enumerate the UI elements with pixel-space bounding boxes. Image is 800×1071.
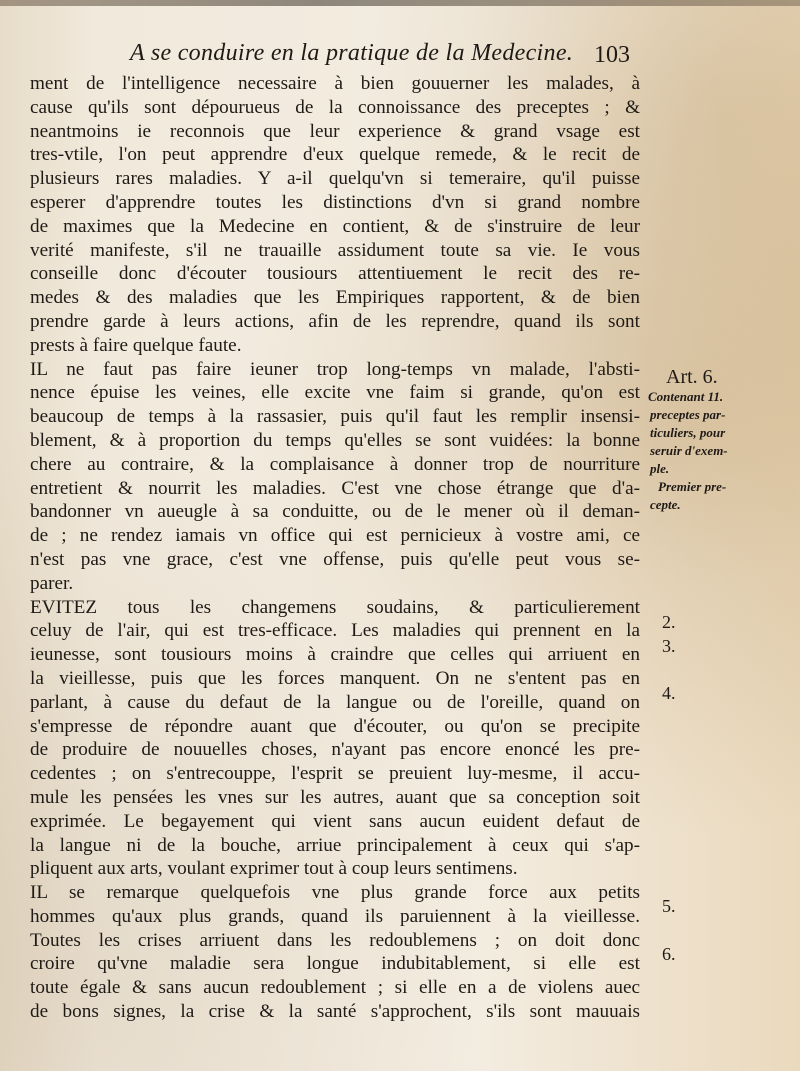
text-line: conseille donc d'écouter tousiours attentiuement le recit des re- <box>30 263 640 285</box>
text-line: blement, & à proportion du temps qu'elles se sont vuidées: la bonne <box>30 429 640 451</box>
text-line: entretient & nourrit les maladies. C'est vne chose étrange que d'a- <box>30 477 640 499</box>
margin-number: 6. <box>662 944 676 964</box>
text-line: esperer d'apprendre toutes les distinctions d'vn si grand nombre <box>30 191 640 213</box>
margin-note: Premier pre- <box>658 479 727 494</box>
margin-note: cepte. <box>650 497 681 512</box>
text-line: ieunesse, sont tousiours moins à craindre que celles qui arriuent en <box>30 644 640 666</box>
text-line: s'empresse de répondre auant que d'écouter, ou qu'on se precipite <box>30 715 640 737</box>
text-line: cedentes ; on s'entrecouppe, l'esprit se preuient luy-mesme, il accu- <box>30 763 640 785</box>
text-line: la langue ni de la bouche, arriue principalement à ceux qui s'ap- <box>30 834 640 856</box>
text-line: EVITEZ tous les changemens soudains, & particulierement <box>30 596 640 618</box>
text-line: neantmoins ie reconnois que leur experience & grand vsage est <box>30 120 640 142</box>
text-line: celuy de l'air, qui est tres-efficace. Les maladies qui prennent en la <box>30 620 640 642</box>
margin-note: preceptes par- <box>650 407 726 422</box>
margin-note: ple. <box>650 461 670 476</box>
text-line: Toutes les crises arriuent dans les redoublemens ; on doit donc <box>30 929 640 951</box>
text-line: la vieillesse, puis que les forces manquent. On ne s'entent pas en <box>30 667 640 689</box>
text-line: ment de l'intelligence necessaire à bien gouuerner les malades, à <box>30 73 640 94</box>
page-number: 103 <box>594 42 630 68</box>
margin-number: 4. <box>662 683 676 703</box>
text-line: prendre garde à leurs actions, afin de les reprendre, quand ils sont <box>30 310 640 332</box>
text-line: de bons signes, la crise & la santé s'approchent, s'ils sont mauuais <box>30 1001 640 1023</box>
text-line: de produire de nouuelles choses, n'ayant pas encore enoncé les pre- <box>30 739 640 761</box>
text-line: pliquent aux arts, voulant exprimer tout à coup leurs sentimens. <box>30 858 518 880</box>
text-line: tres-vtile, l'on peut apprendre d'eux quelque remede, & le recit de <box>30 144 640 166</box>
margin-note: seruir d'exem- <box>650 443 728 458</box>
text-line: beaucoup de temps à la rassasier, puis qu'il faut les remplir insensi- <box>30 406 640 428</box>
margin-note: Contenant 11. <box>648 389 724 404</box>
text-line: de ; ne rendez iamais vn office qui est pernicieux à vostre ami, ce <box>30 525 640 547</box>
header-title: A se conduire en la pratique de la Medecine. <box>130 40 574 66</box>
text-line: n'est pas vne grace, c'est vne offense, puis qu'elle peut vous se- <box>30 548 640 570</box>
text-line: parer. <box>30 572 74 594</box>
text-line: bandonner vn aueugle à sa conduitte, ou de le mener où il deman- <box>30 501 640 523</box>
text-line: medes & des maladies que les Empiriques rapportent, & de bien <box>30 287 640 309</box>
margin-number: 5. <box>662 896 676 916</box>
text-line: chere au contraire, & la complaisance à donner trop de nourriture <box>30 453 640 475</box>
text-line: hommes qu'aux plus grands, quand ils paruiennent à la vieillesse. <box>30 905 640 927</box>
text-line: de maximes que la Medecine en contient, & de s'instruire de leur <box>30 215 640 237</box>
text-line: IL se remarque quelquefois vne plus grande force aux petits <box>30 882 640 904</box>
text-line: nence épuise les veines, elle excite vne faim si grande, qu'on est <box>30 382 640 404</box>
text-line: cause qu'ils sont dépourueus de la connoissance des preceptes ; & <box>30 96 640 118</box>
text-line: plusieurs rares maladies. Y a-il quelqu'vn si temeraire, qu'il puisse <box>30 168 640 190</box>
text-line: verité manifeste, s'il ne trauaille assidument toute sa vie. Ie vous <box>30 239 640 261</box>
margin-notes <box>648 366 798 514</box>
text-line: exprimée. Le begayement qui vient sans aucun euident defaut de <box>30 810 640 832</box>
margin-number: 3. <box>662 636 676 656</box>
text-line: mule les pensées les vnes sur les autres, auant que sa conception soit <box>30 786 640 808</box>
margin-number: 2. <box>662 612 676 632</box>
text-line: toute égale & sans aucun redoublement ; si elle en a de violens auec <box>30 977 640 999</box>
text-line: croire qu'vne maladie sera longue indubitablement, si elle est <box>30 953 640 975</box>
margin-note: ticuliers, pour <box>650 425 726 440</box>
text-line: IL ne faut pas faire ieuner trop long-temps vn malade, l'absti- <box>30 358 640 380</box>
text-line: parlant, à cause du defaut de la langue ou de l'oreille, quand on <box>30 691 640 713</box>
body-text <box>30 72 640 1024</box>
text-line: prests à faire quelque faute. <box>30 334 242 356</box>
page-top-edge <box>0 0 800 6</box>
article-label: Art. 6. <box>666 366 718 388</box>
